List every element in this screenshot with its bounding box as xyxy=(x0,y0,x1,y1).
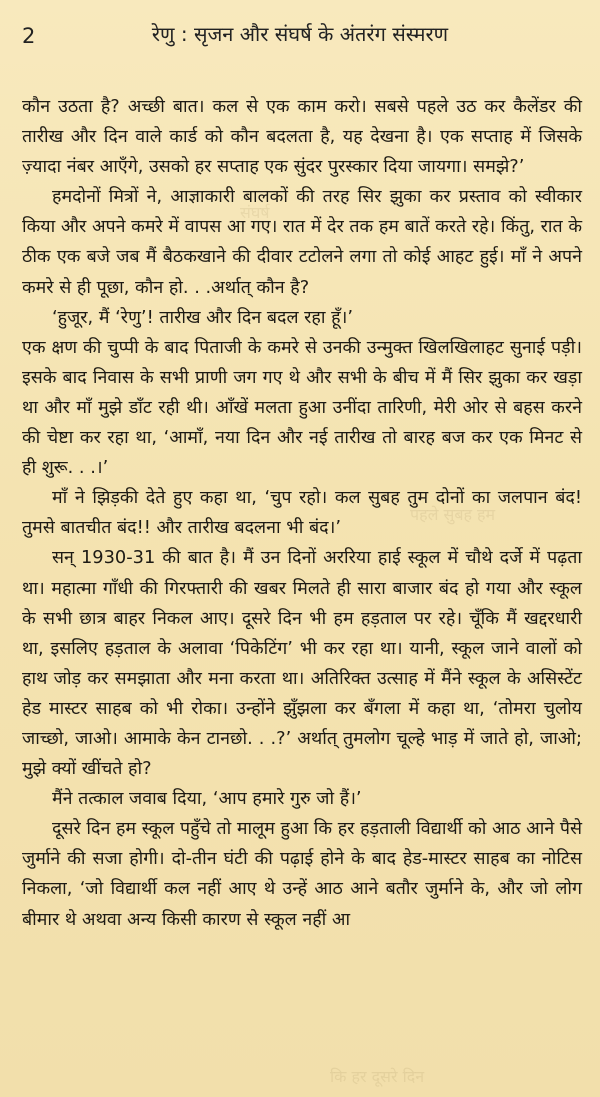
show-through-text: पहले सुबह हम xyxy=(410,505,496,524)
paragraph: माँ ने झिड़की देते हुए कहा था, ‘चुप रहो। कल सुबह तुम दोनों का जलपान बंद! तुमसे बातचीत बंद!! और तारीख बदलना भी बंद।’ xyxy=(22,487,582,539)
page-header xyxy=(0,14,600,54)
body-text xyxy=(22,92,582,935)
page-number: 2 xyxy=(22,24,36,48)
running-title: रेणु : सृजन और संघर्ष के अंतरंग संस्मरण xyxy=(151,22,449,46)
paragraph: एक क्षण की चुप्पी के बाद पिताजी के कमरे से उनकी उन्मुक्त खिलखिलाहट सुनाई पड़ी। इसके बाद निवास के सभी प्राणी जग गए थे और सभी के बीच में मैं सिर झुका कर खड़ा था और माँ मुझे डाँट रही थी। आँखें मलता हुआ उनींदा तारिणी, मेरी ओर से बहस करने की चेष्टा कर रहा था, ‘आमाँ, नया दिन और नई तारीख तो बारह बज कर एक मिनट से ही शुरू. . .।’ xyxy=(22,336,582,479)
show-through-text: कि हर दूसरे दिन xyxy=(330,1067,425,1086)
paragraph: मैंने तत्काल जवाब दिया, ‘आप हमारे गुरु जो हैं।’ xyxy=(52,788,362,810)
paragraph: कौन उठता है? अच्छी बात। कल से एक काम करो। सबसे पहले उठ कर कैलेंडर की तारीख और दिन वाले कार्ड को कौन बदलता है, यह देखना है। एक सप्ताह में जिसके ज़्यादा नंबर आएँगे, उसको हर सप्ताह एक सुंदर पुरस्कार दिया जायगा। समझे?’ xyxy=(22,96,582,178)
show-through-text: संघर्ष xyxy=(240,203,270,222)
paragraph: ‘हुजूर, मैं ‘रेणु’! तारीख और दिन बदल रहा हूँ।’ xyxy=(52,306,353,328)
paragraph: दूसरे दिन हम स्कूल पहुँचे तो मालूम हुआ कि हर हड़ताली विद्यार्थी को आठ आने पैसे जुर्माने की सजा होगी। दो-तीन घंटी की पढ़ाई होने के बाद हेड-मास्टर साहब का नोटिस निकला, ‘जो विद्यार्थी कल नहीं आए थे उन्हें आठ आने बतौर जुर्माने के, और जो लोग बीमार थे अथवा अन्य किसी कारण से स्कूल नहीं आ xyxy=(22,818,582,930)
paragraph: हमदोनों मित्रों ने, आज्ञाकारी बालकों की तरह सिर झुका कर प्रस्ताव को स्वीकार किया और अपने कमरे में वापस आ गए। रात में देर तक हम बातें करते रहे। किंतु, रात के ठीक एक बजे जब मैं बैठकखाने की दीवार टटोलने लगा तो कोई आहट हुई। माँ ने अपने कमरे से ही पूछा, कौन हो. . .अर्थात् कौन है? xyxy=(22,186,582,298)
paragraph: सन् 1930-31 की बात है। मैं उन दिनों अररिया हाई स्कूल में चौथे दर्जे में पढ़ता था। महात्मा गाँधी की गिरफ्तारी की खबर मिलते ही सारा बाजार बंद हो गया और स्कूल के सभी छात्र बाहर निकल आए। दूसरे दिन भी हम हड़ताल पर रहे। चूँकि मैं खद्दरधारी था, इसलिए हड़ताल के अलावा ‘पिकेटिंग’ भी कर रहा था। यानी, स्कूल जाने वालों को हाथ जोड़ कर समझाता और मना करता था। अतिरिक्त उत्साह में मैंने स्कूल के असिस्टेंट हेड मास्टर साहब को भी रोका। उन्होंने झुँझला कर बँगला में कहा था, ‘तोमरा चुलोय जाच्छो, जाओ। आमाके केन टानछो. . .?’ अर्थात् तुमलोग चूल्हे भाड़ में जाते हो, जाओ; मुझे क्यों खींचते हो? xyxy=(22,547,582,780)
